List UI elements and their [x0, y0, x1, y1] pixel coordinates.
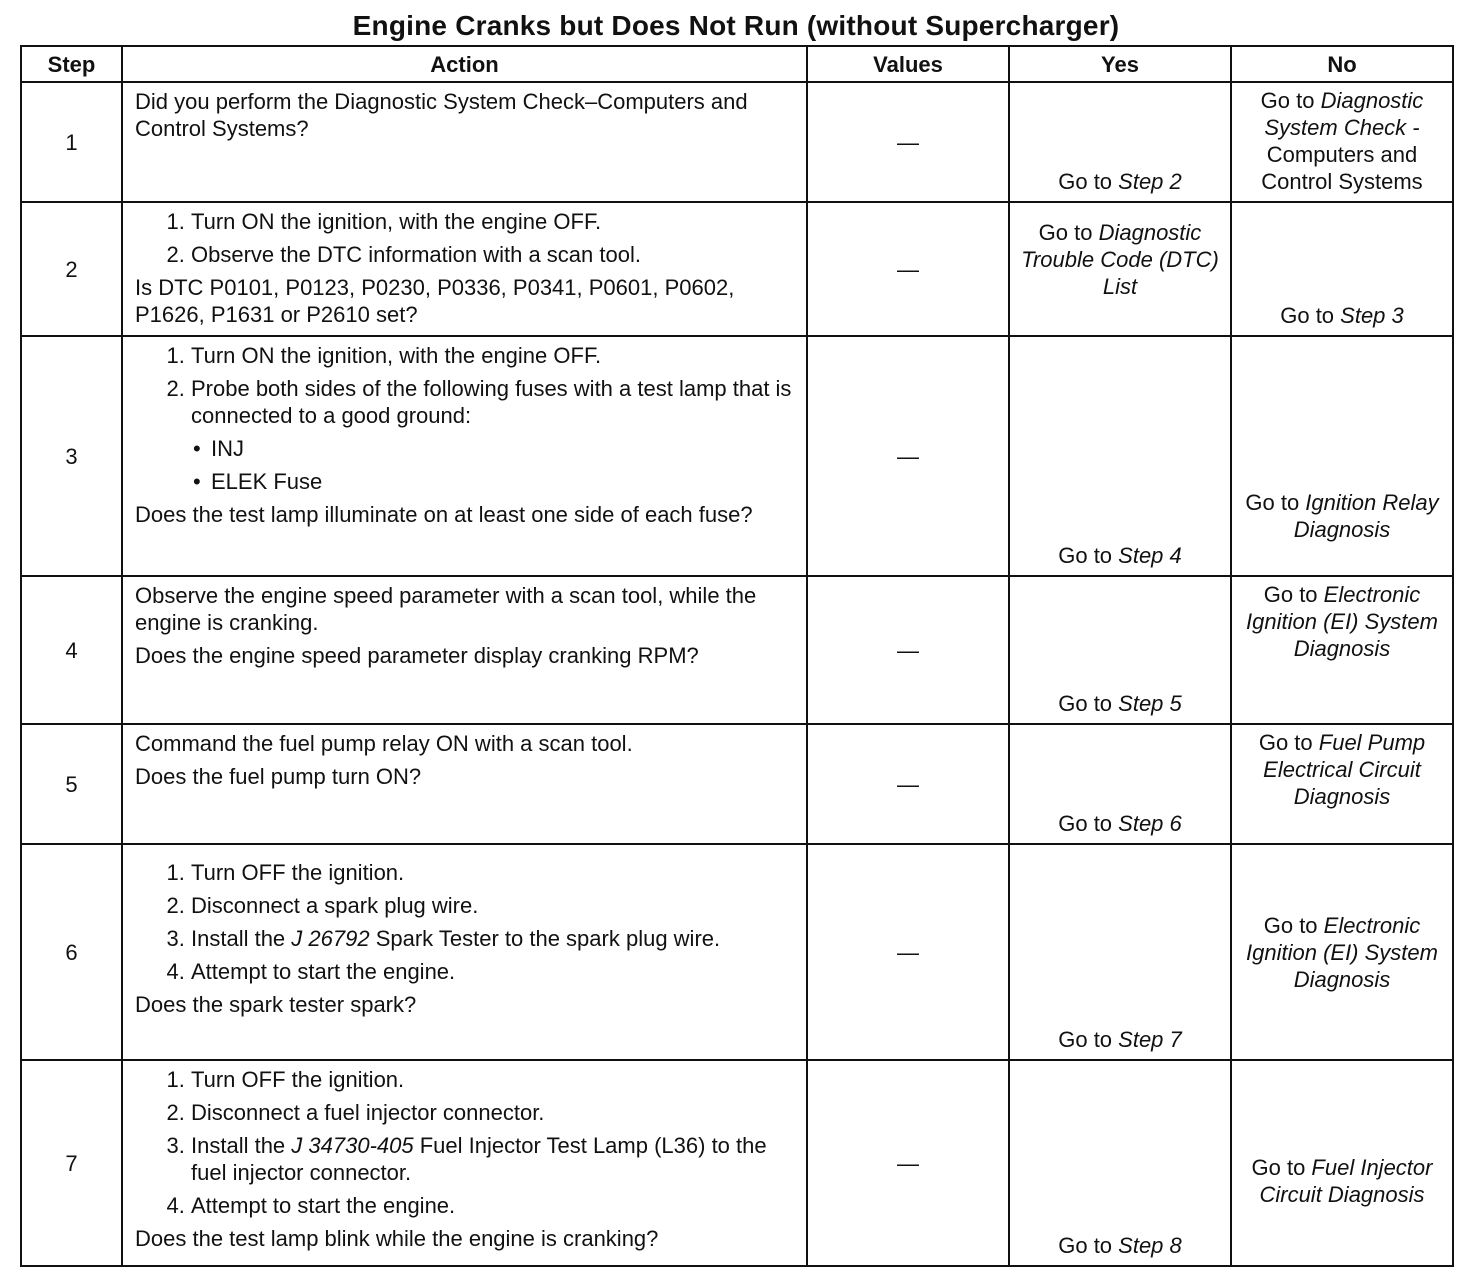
- step-link[interactable]: Step 6: [1118, 811, 1182, 836]
- go-to-text: Go to: [1058, 169, 1119, 194]
- go-to-text: Go to: [1260, 88, 1321, 113]
- go-to-text: Go to: [1263, 582, 1324, 607]
- link-continuation: Computers and Control Systems: [1261, 142, 1423, 194]
- diagnostic-link[interactable]: Ignition Relay Diagnosis: [1293, 490, 1439, 542]
- action-step: 1. Turn OFF the ignition.: [191, 859, 800, 886]
- step-link[interactable]: Step 7: [1118, 1027, 1182, 1052]
- header-no: No: [1231, 46, 1453, 82]
- action-text: Command the fuel pump relay ON with a scan tool.: [135, 731, 633, 756]
- step-number: 5: [21, 724, 122, 844]
- values-cell: —: [807, 336, 1009, 576]
- step-number: 6: [21, 844, 122, 1060]
- yes-cell: [1009, 82, 1231, 202]
- table-row: [21, 82, 1453, 202]
- action-question: Does the engine speed parameter display cranking RPM?: [135, 643, 699, 668]
- action-text: Observe the engine speed parameter with a scan tool, while the engine is cranking.: [135, 583, 757, 635]
- yes-cell: [1009, 844, 1231, 1060]
- go-to-text: Go to: [1280, 303, 1341, 328]
- step-number: 1: [21, 82, 122, 202]
- header-step: Step: [21, 46, 122, 82]
- values-cell: —: [807, 202, 1009, 336]
- action-question: Does the spark tester spark?: [135, 992, 417, 1017]
- header-values: Values: [807, 46, 1009, 82]
- header-yes: Yes: [1009, 46, 1231, 82]
- table-row: [21, 724, 1453, 844]
- go-to-text: Go to: [1058, 811, 1119, 836]
- diagnostic-link[interactable]: Diagnostic System Check -: [1264, 88, 1424, 140]
- action-step-text: Install the: [191, 926, 292, 951]
- no-cell: [1231, 576, 1453, 724]
- action-step: 4. Attempt to start the engine.: [191, 958, 800, 985]
- go-to-text: Go to: [1245, 490, 1306, 515]
- action-step-text: Fuel Injector Test Lamp (L36) to the fuel injector connector.: [191, 1133, 767, 1185]
- go-to-text: Go to: [1258, 730, 1319, 755]
- values-cell: —: [807, 576, 1009, 724]
- table-row: [21, 576, 1453, 724]
- diagnostic-link[interactable]: Diagnostic Trouble Code (DTC) List: [1021, 220, 1219, 299]
- step-link[interactable]: Step 3: [1340, 303, 1404, 328]
- no-cell: [1231, 1060, 1453, 1266]
- step-link[interactable]: Step 4: [1118, 543, 1182, 568]
- action-cell: [122, 82, 807, 202]
- go-to-text: Go to: [1058, 1027, 1119, 1052]
- tool-reference: J 26792: [291, 926, 370, 951]
- table-row: [21, 336, 1453, 576]
- table-row: [21, 1060, 1453, 1266]
- action-steps: [135, 208, 800, 268]
- table-row: [21, 202, 1453, 336]
- no-cell: [1231, 336, 1453, 576]
- values-cell: —: [807, 82, 1009, 202]
- action-steps: [135, 1066, 800, 1219]
- diagnostic-link[interactable]: Fuel Pump Electrical Circuit Diagnosis: [1263, 730, 1426, 809]
- page-title: Engine Cranks but Does Not Run (without Supercharger): [352, 10, 1120, 41]
- step-link[interactable]: Step 2: [1118, 169, 1182, 194]
- action-step: 4. Attempt to start the engine.: [191, 1192, 800, 1219]
- action-cell: [122, 202, 807, 336]
- fuse-item: • ELEK Fuse: [211, 468, 800, 495]
- action-step: 1. Turn OFF the ignition.: [191, 1066, 800, 1093]
- action-question: Does the fuel pump turn ON?: [135, 764, 422, 789]
- action-cell: [122, 844, 807, 1060]
- action-step: [191, 1132, 800, 1186]
- action-question: Is DTC P0101, P0123, P0230, P0336, P0341, P0601, P0602, P1626, P1631 or P2610 set?: [135, 275, 735, 327]
- action-cell: [122, 576, 807, 724]
- action-question: Does the test lamp illuminate on at least one side of each fuse?: [135, 502, 753, 527]
- step-link[interactable]: Step 8: [1118, 1233, 1182, 1258]
- step-link[interactable]: Step 5: [1118, 691, 1182, 716]
- no-cell: [1231, 82, 1453, 202]
- diagnostic-table: [20, 45, 1454, 1267]
- no-cell: [1231, 724, 1453, 844]
- action-step: 2. Disconnect a spark plug wire.: [191, 892, 800, 919]
- action-question: Does the test lamp blink while the engine is cranking?: [135, 1226, 659, 1251]
- go-to-text: Go to: [1058, 691, 1119, 716]
- action-text: Did you perform the Diagnostic System Check–Computers and Control Systems?: [135, 89, 748, 141]
- action-steps: [135, 342, 800, 429]
- fuse-item: • INJ: [211, 435, 800, 462]
- diagnostic-link[interactable]: Electronic Ignition (EI) System Diagnosis: [1246, 582, 1438, 661]
- step-number: 4: [21, 576, 122, 724]
- table-row: [21, 844, 1453, 1060]
- yes-cell: [1009, 576, 1231, 724]
- header-row: [21, 46, 1453, 82]
- yes-cell: [1009, 1060, 1231, 1266]
- diagnostic-link[interactable]: Electronic Ignition (EI) System Diagnosis: [1246, 912, 1438, 992]
- action-step: [191, 925, 800, 952]
- action-step: 1. Turn ON the ignition, with the engine OFF.: [191, 208, 800, 235]
- action-step: 2. Disconnect a fuel injector connector.: [191, 1099, 800, 1126]
- action-step: 1. Turn ON the ignition, with the engine OFF.: [191, 342, 800, 369]
- diagnostic-link[interactable]: Fuel Injector Circuit Diagnosis: [1259, 1155, 1433, 1207]
- values-cell: —: [807, 1060, 1009, 1266]
- step-number: 3: [21, 336, 122, 576]
- go-to-text: Go to: [1263, 912, 1324, 938]
- action-cell: [122, 724, 807, 844]
- step-number: 7: [21, 1060, 122, 1266]
- action-step-text: Install the: [191, 1133, 292, 1158]
- go-to-text: Go to: [1058, 1233, 1119, 1258]
- go-to-text: Go to: [1038, 220, 1099, 245]
- action-step: 2. Observe the DTC information with a scan tool.: [191, 241, 800, 268]
- yes-cell: [1009, 336, 1231, 576]
- header-action: Action: [122, 46, 807, 82]
- fuse-list: [135, 435, 800, 495]
- action-steps: [135, 859, 800, 985]
- go-to-text: Go to: [1251, 1155, 1312, 1180]
- action-step: 2. Probe both sides of the following fuses with a test lamp that is connected to a good ground:: [191, 375, 800, 429]
- action-cell: [122, 1060, 807, 1266]
- go-to-text: Go to: [1058, 543, 1119, 568]
- no-cell: [1231, 202, 1453, 336]
- yes-cell: [1009, 202, 1231, 336]
- action-cell: [122, 336, 807, 576]
- values-cell: —: [807, 724, 1009, 844]
- yes-cell: [1009, 724, 1231, 844]
- step-number: 2: [21, 202, 122, 336]
- action-step-text: Spark Tester to the spark plug wire.: [369, 926, 721, 951]
- values-cell: —: [807, 844, 1009, 1060]
- tool-reference: J 34730-405: [291, 1133, 414, 1158]
- no-cell: [1231, 844, 1453, 1060]
